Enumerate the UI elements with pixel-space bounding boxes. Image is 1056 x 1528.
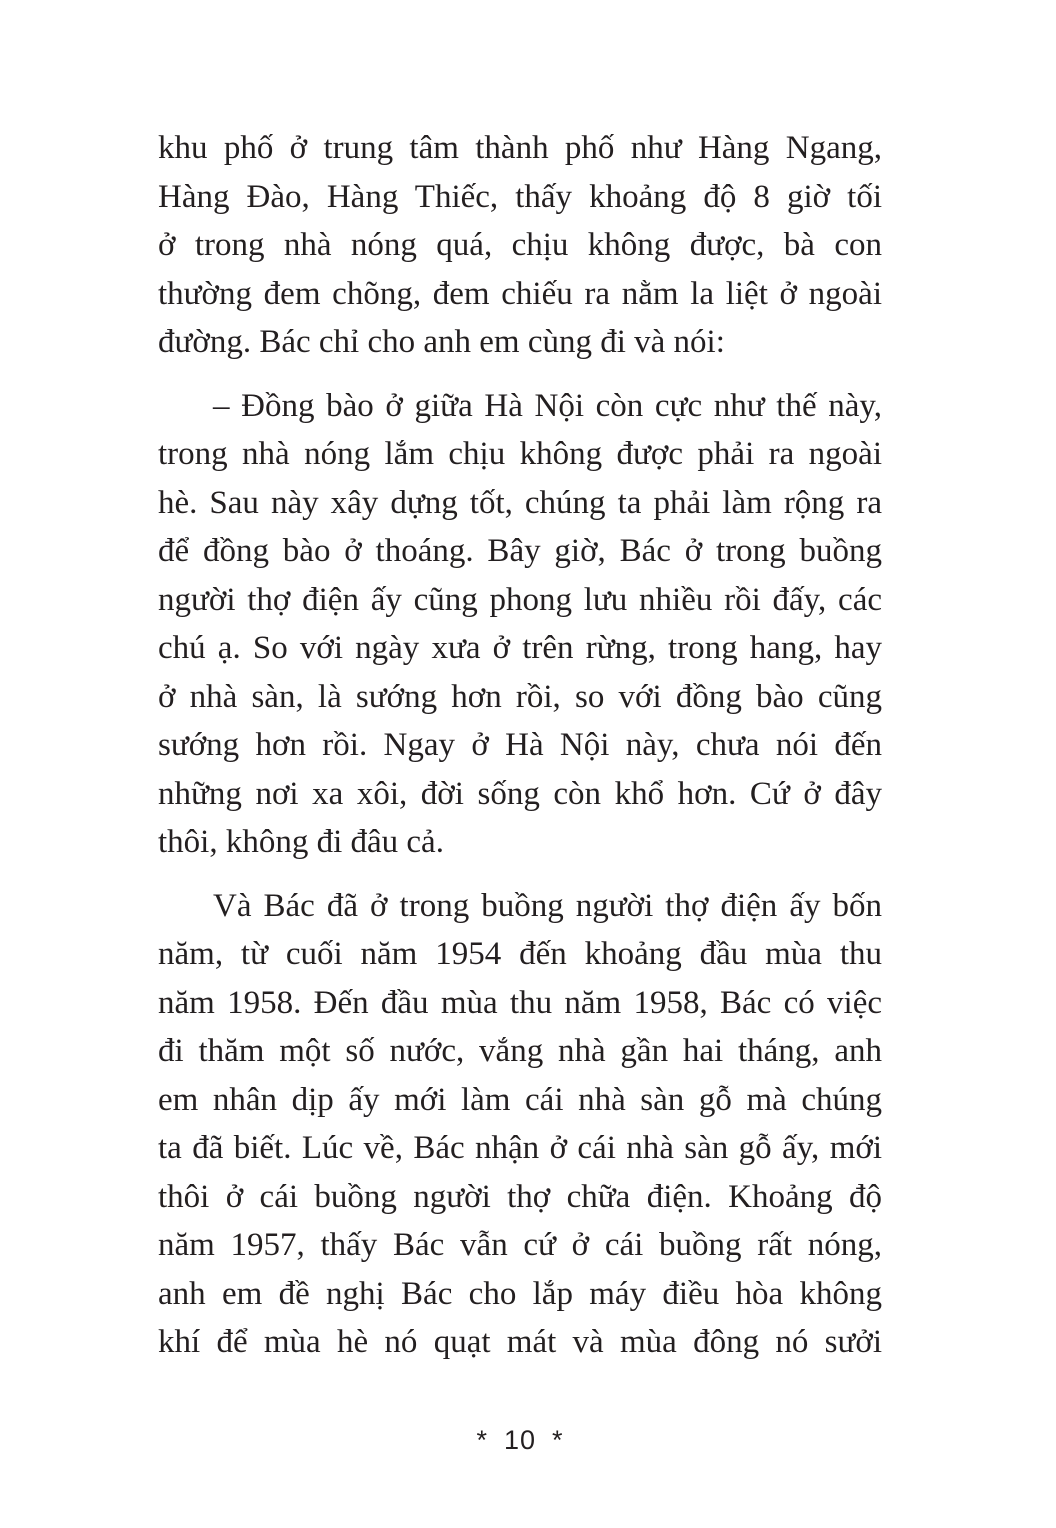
body-text: [158, 124, 882, 1367]
paragraph-3: [158, 882, 882, 1367]
page-number: 10: [503, 1425, 537, 1455]
text-line: Và Bác đã ở trong buồng người thợ điện ấy bốn: [213, 887, 882, 924]
text-line: đường. Bác chỉ cho anh em cùng đi và nói:: [158, 324, 725, 360]
text-line: ở trong nhà nóng quá, chịu không được, bà con: [158, 227, 882, 263]
text-line: thường đem chõng, đem chiếu ra nằm la liệt ở ngoài: [158, 275, 882, 312]
text-line: Hàng Đào, Hàng Thiếc, thấy khoảng độ 8 giờ tối: [158, 178, 882, 215]
asterisk-ornament-left: *: [476, 1425, 488, 1455]
text-line: năm 1957, thấy Bác vẫn cứ ở cái buồng rất nóng,: [158, 1227, 882, 1263]
paragraph-1: [158, 124, 882, 367]
text-line: những nơi xa xôi, đời sống còn khổ hơn. Cứ ở đây: [158, 775, 882, 812]
page-footer: [0, 1425, 1040, 1456]
asterisk-ornament-right: *: [552, 1425, 564, 1455]
text-line: thôi ở cái buồng người thợ chữa điện. Khoảng độ: [158, 1178, 882, 1215]
text-line: để đồng bào ở thoáng. Bây giờ, Bác ở trong buồng: [158, 533, 882, 569]
text-line: hè. Sau này xây dựng tốt, chúng ta phải làm rộng ra: [158, 484, 882, 521]
text-line: năm 1958. Đến đầu mùa thu năm 1958, Bác có việc: [158, 984, 882, 1021]
text-line: đi thăm một số nước, vắng nhà gần hai tháng, anh: [158, 1033, 882, 1069]
text-line: năm, từ cuối năm 1954 đến khoảng đầu mùa thu: [158, 936, 882, 972]
text-line: trong nhà nóng lắm chịu không được phải ra ngoài: [158, 436, 882, 472]
text-line: thôi, không đi đâu cả.: [158, 824, 444, 860]
text-line: người thợ điện ấy cũng phong lưu nhiều rồi đấy, các: [158, 581, 882, 618]
text-line: sướng hơn rồi. Ngay ở Hà Nội này, chưa nói đến: [158, 727, 882, 763]
text-line: khí để mùa hè nó quạt mát và mùa đông nó sưởi: [158, 1324, 882, 1360]
text-line: em nhân dịp ấy mới làm cái nhà sàn gỗ mà chúng: [158, 1081, 882, 1118]
text-line: khu phố ở trung tâm thành phố như Hàng Ngang,: [158, 130, 882, 166]
text-line: – Đồng bào ở giữa Hà Nội còn cực như thế này,: [213, 387, 882, 424]
paragraph-2: [158, 382, 882, 867]
text-line: ở nhà sàn, là sướng hơn rồi, so với đồng bào cũng: [158, 678, 882, 715]
text-line: ta đã biết. Lúc về, Bác nhận ở cái nhà sàn gỗ ấy, mới: [158, 1130, 882, 1166]
text-line: anh em đề nghị Bác cho lắp máy điều hòa không: [158, 1275, 882, 1312]
text-line: chú ạ. So với ngày xưa ở trên rừng, trong hang, hay: [158, 630, 882, 666]
